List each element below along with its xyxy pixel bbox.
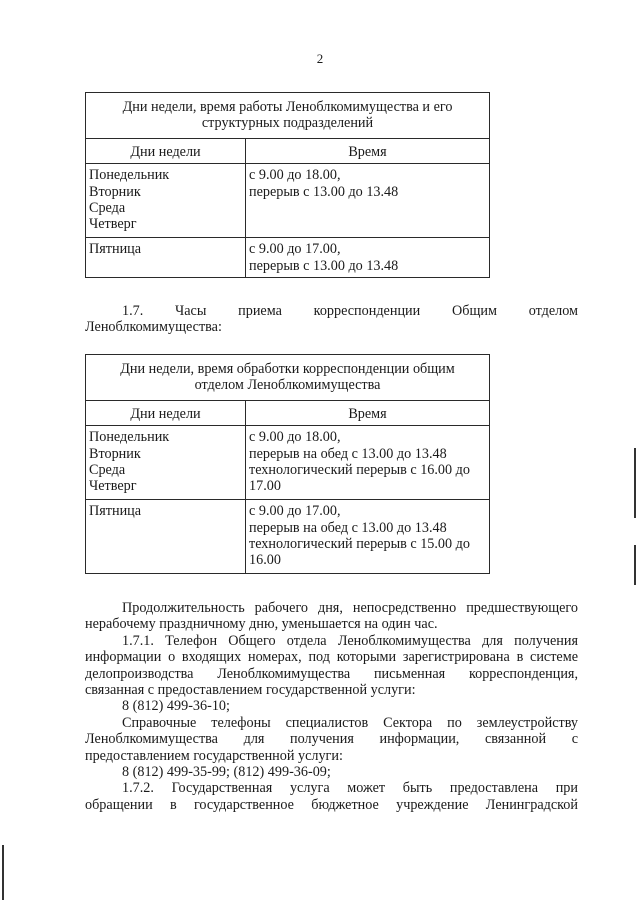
time-line: перерыв на обед с 13.00 до 13.48 (249, 519, 447, 536)
time-cell (246, 164, 490, 238)
text-line: Продолжительность рабочего дня, непосредственно предшествующего (122, 600, 578, 616)
correspondence-hours-caption: Дни недели, время обработки корреспонденции общим отделом Леноблкомимущества (86, 355, 490, 401)
text-line: предоставлением государственной услуги: (85, 747, 343, 764)
word: корреспонденции (313, 303, 421, 319)
table-row (86, 500, 490, 574)
scan-edge-mark (634, 545, 636, 585)
day-label: Пятница (89, 241, 142, 258)
day-label: Среда (89, 200, 126, 217)
section-1-7 (85, 303, 578, 336)
section-1-7-line: Леноблкомимущества: (85, 319, 222, 336)
office-hours-table (85, 92, 490, 278)
days-column-header: Дни недели (86, 138, 246, 163)
day-label: Пятница (89, 503, 142, 520)
time-line: технологический перерыв с 16.00 до 17.00 (249, 462, 470, 495)
time-cell (246, 426, 490, 500)
text-line: делопроизводства Леноблкомимущества письменная корреспонденция, (85, 665, 578, 682)
table-row (86, 164, 490, 238)
scan-edge-mark (2, 845, 4, 900)
text-line: обращении в государственное бюджетное учреждение Ленинградской (85, 796, 578, 813)
time-line: перерыв на обед с 13.00 до 13.48 (249, 445, 447, 462)
phone-land: 8 (812) 499-35-99; (812) 499-36-09; (122, 764, 331, 781)
day-label: Понедельник (89, 429, 170, 446)
day-label: Понедельник (89, 167, 170, 184)
days-cell (86, 164, 246, 238)
word: Часы (175, 303, 207, 319)
time-line: технологический перерыв с 15.00 до 16.00 (249, 536, 470, 569)
time-line: перерыв с 13.00 до 13.48 (249, 183, 399, 200)
time-line: с 9.00 до 18.00, (249, 167, 341, 184)
text-line: 1.7.2. Государственная услуга может быть предоставлена при (122, 780, 578, 797)
time-line: перерыв с 13.00 до 13.48 (249, 257, 399, 274)
text-line: Леноблкомимущества для получения информации, связанной с (85, 731, 578, 748)
word: Общим (451, 303, 497, 319)
days-cell (86, 500, 246, 574)
days-column-header: Дни недели (86, 400, 246, 425)
correspondence-hours-table (85, 354, 490, 574)
body-text (85, 600, 578, 813)
text-line: информации о входящих номерах, под которыми зарегистрирована в системе (85, 649, 578, 666)
days-cell (86, 238, 246, 278)
time-cell (246, 500, 490, 574)
day-label: Четверг (89, 216, 137, 233)
text-line: 1.7.1. Телефон Общего отдела Леноблкомимущества для получения (122, 632, 578, 649)
word: 1.7. (122, 303, 144, 319)
time-column-header: Время (246, 138, 490, 163)
office-hours-caption: Дни недели, время работы Леноблкомимущества и его структурных подразделений (86, 93, 490, 139)
time-column-header: Время (246, 400, 490, 425)
phone-general: 8 (812) 499-36-10; (122, 698, 230, 715)
time-line: с 9.00 до 17.00, (249, 503, 341, 520)
time-line: с 9.00 до 18.00, (249, 429, 341, 446)
day-label: Среда (89, 462, 126, 479)
scan-edge-mark (634, 448, 636, 518)
table-row (86, 238, 490, 278)
day-label: Четверг (89, 478, 137, 495)
day-label: Вторник (89, 445, 141, 462)
word: отделом (528, 303, 579, 319)
table-row (86, 426, 490, 500)
time-cell (246, 238, 490, 278)
day-label: Вторник (89, 183, 141, 200)
time-line: с 9.00 до 17.00, (249, 241, 341, 258)
section-1-7-line (85, 303, 578, 319)
text-line: связанная с предоставлением государственной услуги: (85, 682, 416, 699)
text-line: Справочные телефоны специалистов Сектора по землеустройству (122, 714, 578, 731)
word: приема (238, 303, 282, 319)
days-cell (86, 426, 246, 500)
page-number: 2 (316, 51, 324, 66)
text-line: нерабочему праздничному дню, уменьшается на один час. (85, 616, 438, 633)
